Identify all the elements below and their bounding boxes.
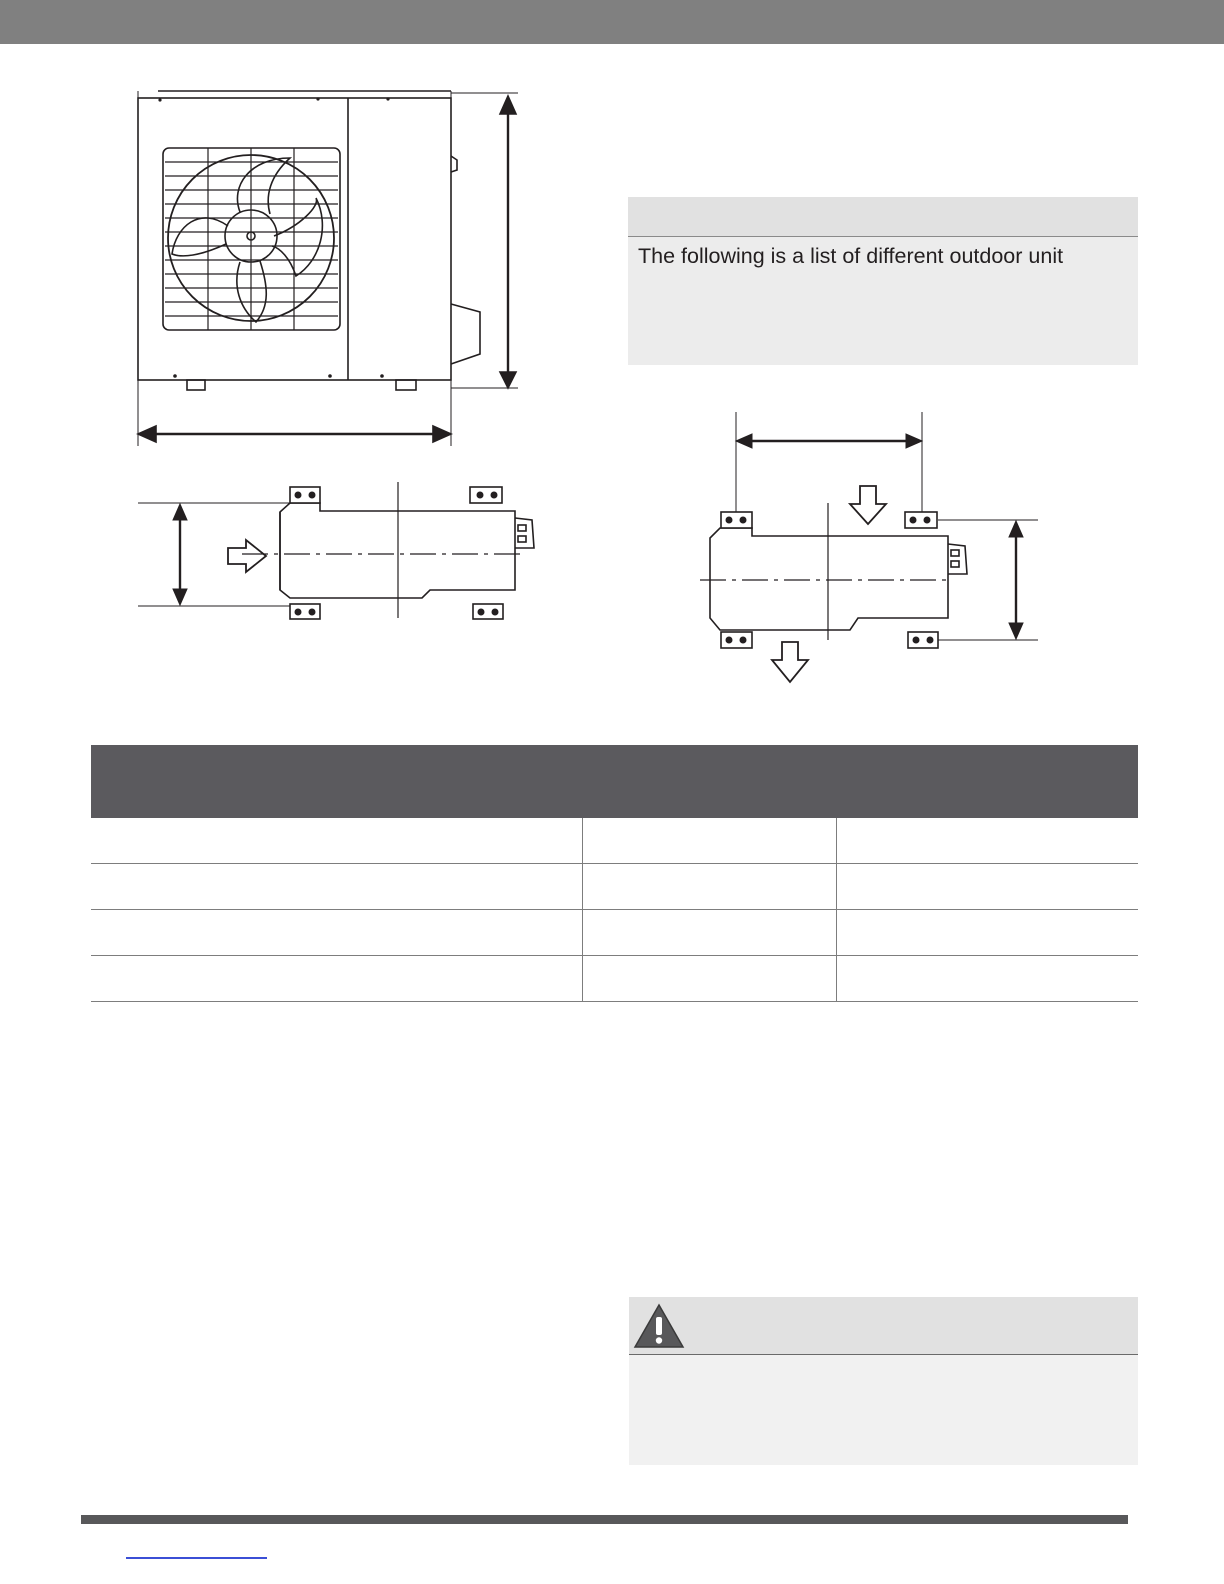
table-header-row	[91, 745, 1138, 818]
note-text: The following is a list of different outdoor unit	[638, 244, 1064, 268]
table-row	[91, 864, 1138, 910]
outdoor-unit-front-view-drawing	[120, 86, 530, 452]
table-cell	[91, 956, 583, 1002]
warning-triangle-icon	[633, 1303, 685, 1349]
footer-link-underline[interactable]	[126, 1557, 267, 1559]
table-cell	[837, 864, 1139, 910]
warning-box	[629, 1297, 1138, 1465]
bottom-rule	[81, 1515, 1128, 1524]
table-cell	[91, 864, 583, 910]
table-row	[91, 910, 1138, 956]
table-row	[91, 956, 1138, 1002]
note-box	[628, 197, 1138, 365]
outdoor-unit-top-view-right-drawing	[690, 408, 1050, 688]
table-cell	[583, 864, 837, 910]
table-cell	[583, 956, 837, 1002]
outdoor-unit-top-view-left-drawing	[130, 478, 560, 628]
table-cell	[837, 956, 1139, 1002]
table-cell	[91, 910, 583, 956]
table-row	[91, 818, 1138, 864]
warning-header	[629, 1297, 1138, 1355]
note-header	[628, 197, 1138, 237]
table-cell	[91, 818, 583, 864]
table-cell	[583, 818, 837, 864]
dimension-table	[91, 745, 1138, 1002]
table-header	[91, 745, 1138, 818]
table-cell	[837, 910, 1139, 956]
top-header-bar	[0, 0, 1224, 44]
table-cell	[837, 818, 1139, 864]
table-cell	[583, 910, 837, 956]
